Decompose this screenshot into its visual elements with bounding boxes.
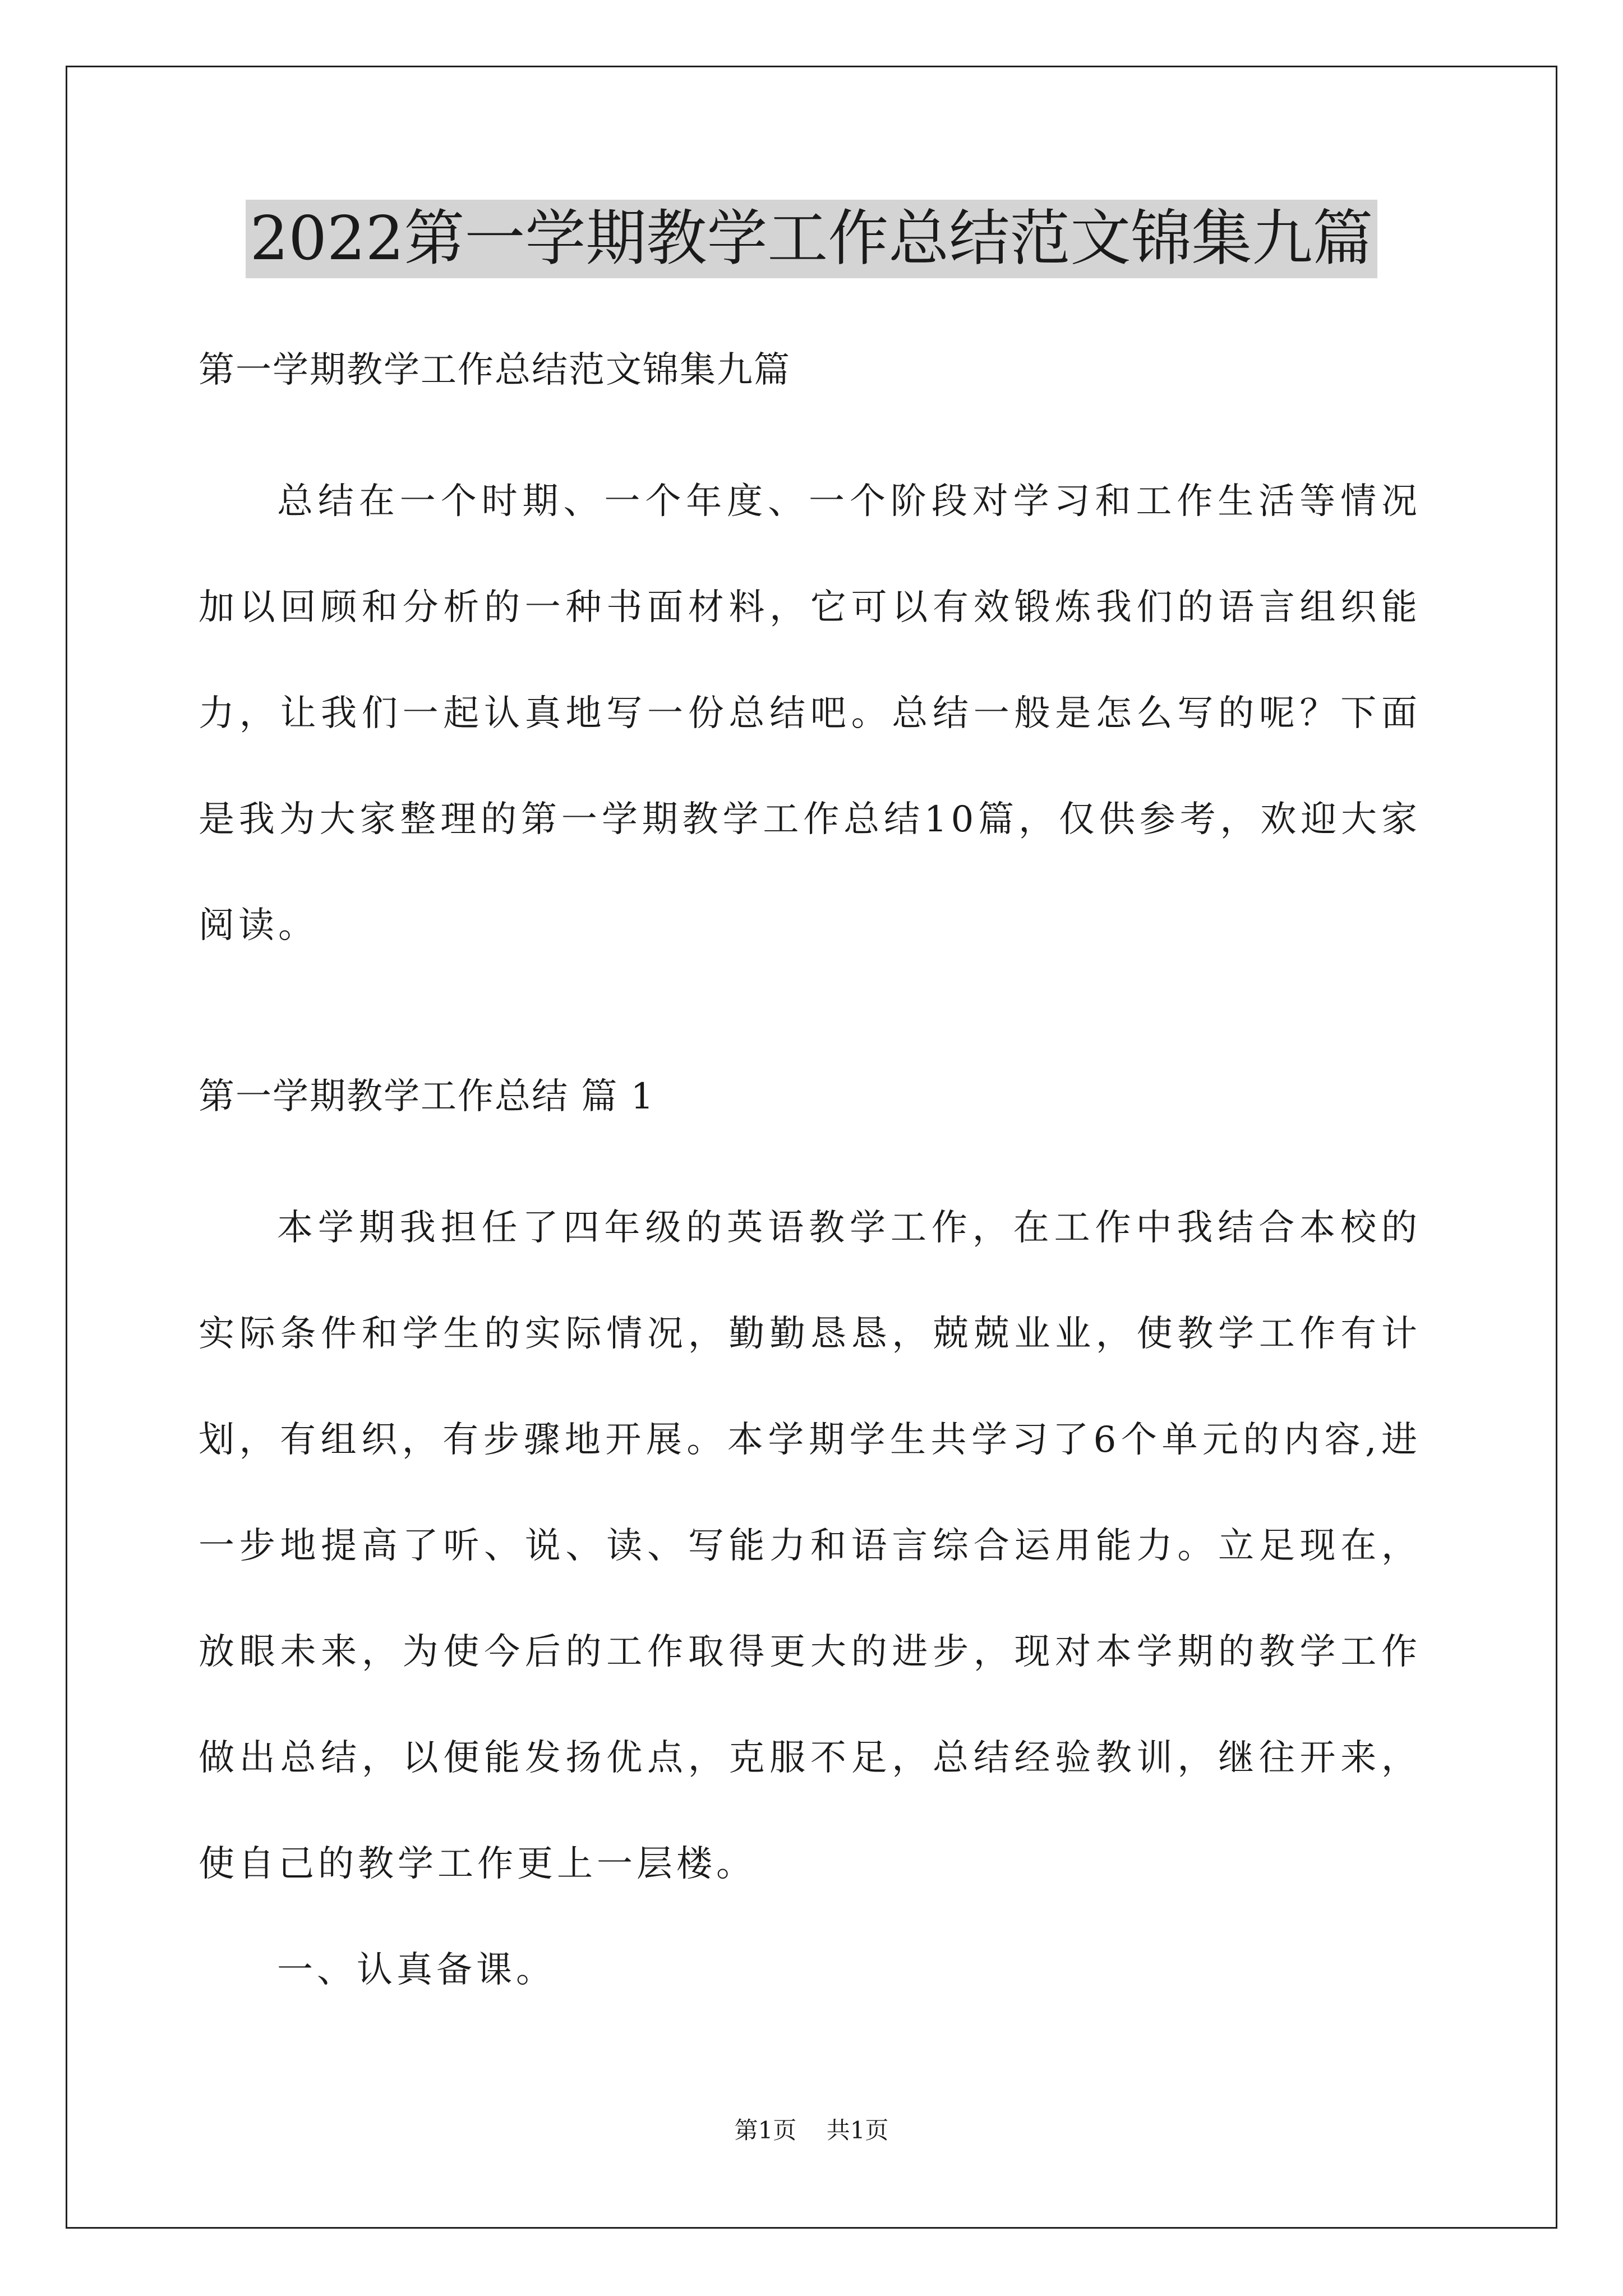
document-subtitle: 第一学期教学工作总结范文锦集九篇: [199, 349, 791, 391]
document-body: [199, 342, 1421, 2023]
document-title[interactable]: 2022第一学期教学工作总结范文锦集九篇: [246, 200, 1378, 278]
section-paragraph: 本学期我担任了四年级的英语教学工作，在工作中我结合本校的实际条件和学生的实际情况，勤勤恳恳，兢兢业业，使教学工作有计划，有组织，有步骤地开展。本学期学生共学习了6个单元的内容,进一步地提高了听、说、读、写能力和语言综合运用能力。立足现在，放眼未来，为使今后的工作取得更大的进步，现对本学期的教学工作做出总结，以便能发扬优点，克服不足，总结经验教训，继往开来，使自己的教学工作更上一层楼。: [199, 1207, 1421, 1885]
footer-separator: [796, 2116, 826, 2144]
page-number: 第1页: [734, 2116, 797, 2144]
sub-heading: 一、认真备课。: [277, 1949, 556, 1991]
section-heading: 第一学期教学工作总结 篇 1: [199, 1076, 655, 1117]
intro-paragraph: 总结在一个时期、一个年度、一个阶段对学习和工作生活等情况加以回顾和分析的一种书面材料，它可以有效锻炼我们的语言组织能力，让我们一起认真地写一份总结吧。总结一般是怎么写的呢？下面是我为大家整理的第一学期教学工作总结10篇，仅供参考，欢迎大家阅读。: [199, 481, 1421, 946]
page-footer: [0, 2114, 1623, 2147]
title-container: [0, 200, 1623, 278]
page-total: 共1页: [826, 2116, 889, 2144]
